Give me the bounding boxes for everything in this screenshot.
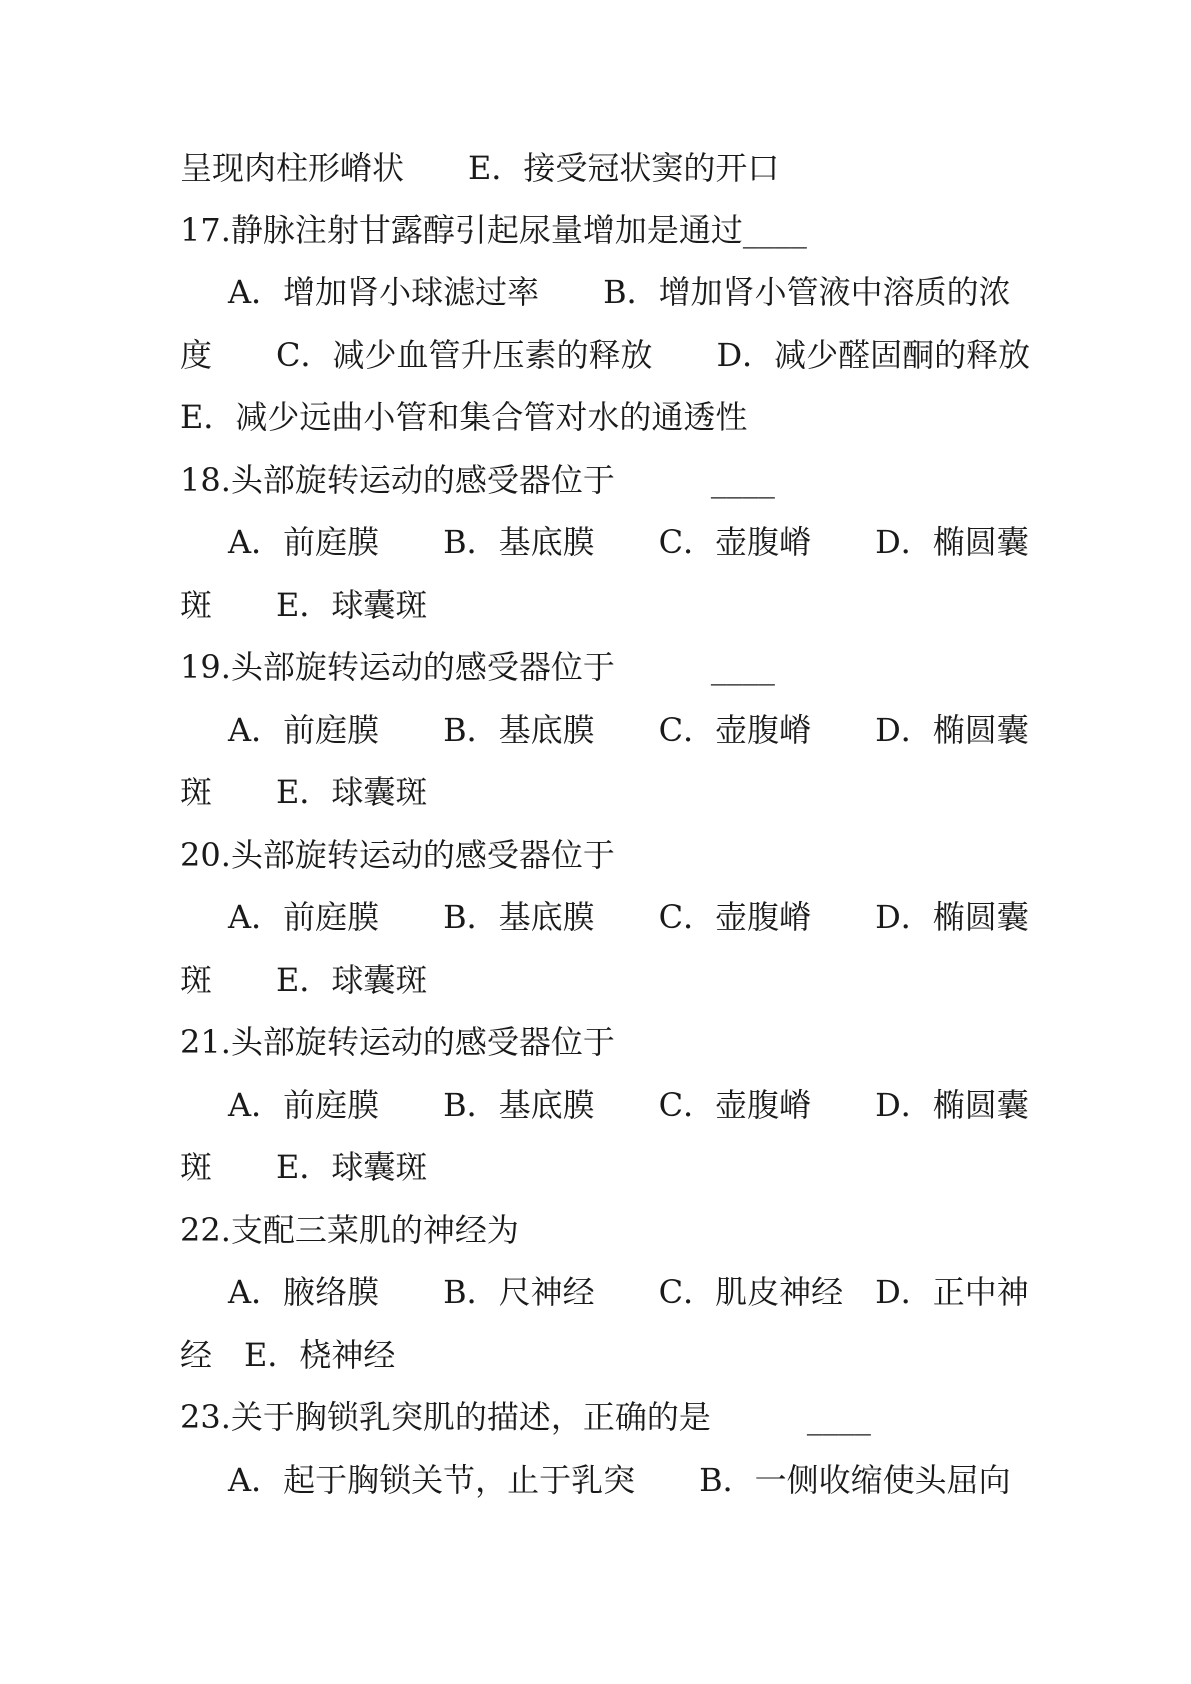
question-20-options: 斑 E．球囊斑: [180, 961, 428, 999]
question-18-options: 斑 E．球囊斑: [180, 586, 428, 624]
question-21: 21.头部旋转运动的感受器位于: [180, 1023, 615, 1061]
question-20-options: A．前庭膜 B．基底膜 C．壶腹嵴 D．椭圆囊: [228, 898, 1029, 936]
question-17: 17.静脉注射甘露醇引起尿量增加是通过____: [180, 211, 807, 249]
question-18-options: A．前庭膜 B．基底膜 C．壶腹嵴 D．椭圆囊: [228, 523, 1029, 561]
question-23: 23.关于胸锁乳突肌的描述，正确的是 ____: [180, 1398, 871, 1436]
question-20: 20.头部旋转运动的感受器位于: [180, 836, 615, 874]
text-line: 呈现肉柱形嵴状 E．接受冠状窦的开口: [180, 149, 780, 187]
question-22-options: A．腋络膜 B．尺神经 C．肌皮神经 D．正中神: [228, 1273, 1029, 1311]
question-17-options: E．减少远曲小管和集合管对水的通透性: [180, 398, 748, 436]
question-22: 22.支配三菜肌的神经为: [180, 1211, 519, 1249]
question-19-options: 斑 E．球囊斑: [180, 773, 428, 811]
question-18: 18.头部旋转运动的感受器位于 ____: [180, 461, 775, 499]
question-21-options: A．前庭膜 B．基底膜 C．壶腹嵴 D．椭圆囊: [228, 1086, 1029, 1124]
question-23-options: A．起于胸锁关节，止于乳突 B．一侧收缩使头屈向: [228, 1461, 1011, 1499]
question-19-options: A．前庭膜 B．基底膜 C．壶腹嵴 D．椭圆囊: [228, 711, 1029, 749]
question-19: 19.头部旋转运动的感受器位于 ____: [180, 648, 775, 686]
question-22-options: 经 E．桡神经: [180, 1336, 396, 1374]
question-21-options: 斑 E．球囊斑: [180, 1148, 428, 1186]
question-17-options: A．增加肾小球滤过率 B．增加肾小管液中溶质的浓: [228, 273, 1011, 311]
question-17-options: 度 C．减少血管升压素的释放 D．减少醛固酮的释放: [180, 336, 1031, 374]
